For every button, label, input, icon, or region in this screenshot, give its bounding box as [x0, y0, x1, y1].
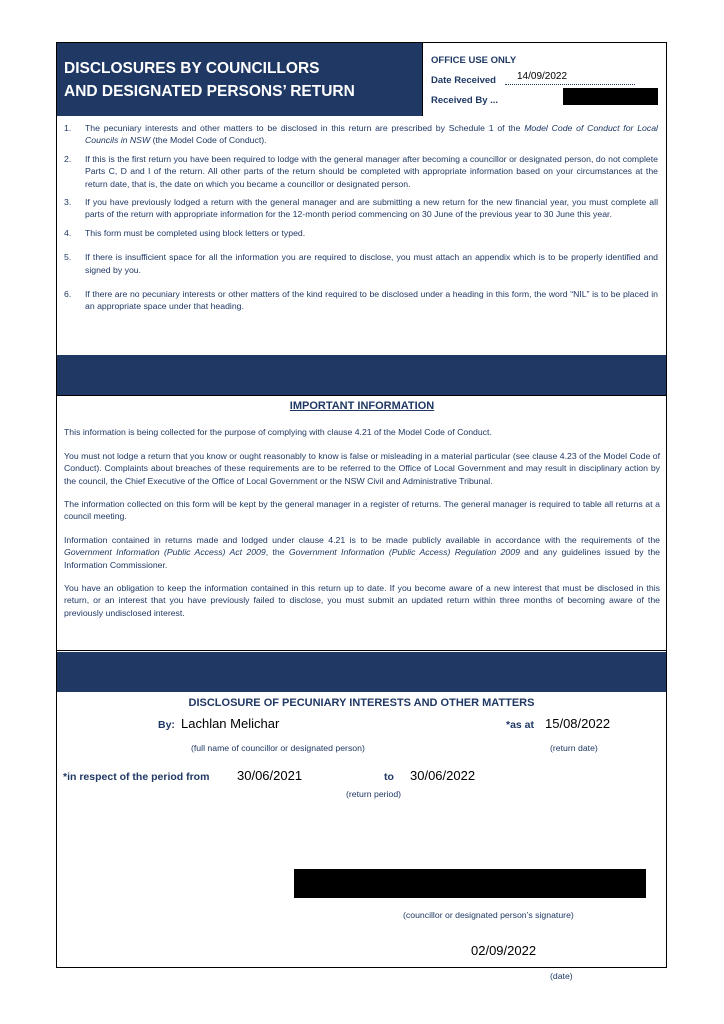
important-paragraph: The information collected on this form will be kept by the general manager in a register of returns. The general manager is required to table all returns at a council meeting. — [64, 499, 660, 522]
return-period-caption: (return period) — [346, 789, 402, 799]
important-paragraph: Information contained in returns made and lodged under clause 4.21 is to be made publicly available in accordance with the requirements of the Government Information (Public Access) Act 2009, the Government Information (Public Access) Regulation 2009 and any guidelines issued by the Information Commissioner. — [64, 534, 660, 570]
instruction-number: 5. — [64, 252, 72, 263]
return-form — [56, 42, 667, 981]
return-date-caption: (return date) — [550, 743, 598, 753]
instruction-item — [64, 153, 658, 190]
signature-date: 02/09/2022 — [471, 943, 537, 958]
instruction-item — [64, 288, 658, 313]
to-label: to — [384, 771, 394, 783]
date-caption: (date) — [550, 971, 573, 981]
instruction-text: This form must be completed using block letters or typed. — [85, 227, 306, 238]
by-label: By: — [158, 719, 175, 731]
period-from-date: 30/06/2021 — [237, 768, 303, 783]
form-header — [57, 43, 422, 116]
instruction-number: 2. — [64, 153, 72, 164]
section-divider-band — [57, 355, 666, 395]
received-by-redaction — [563, 88, 658, 105]
instruction-number: 3. — [64, 197, 72, 208]
disclosure-title: DISCLOSURE OF PECUNIARY INTERESTS AND OTHER MATTERS — [188, 697, 535, 709]
important-information-title: IMPORTANT INFORMATION — [289, 400, 435, 412]
important-paragraph: This information is being collected for the purpose of complying with clause 4.21 of the Model Code of Conduct. — [64, 427, 492, 438]
disclosure-section — [57, 692, 666, 981]
instruction-text: The pecuniary interests and other matters to be disclosed in this return are prescribed by Schedule 1 of the Model Code of Conduct for Local Councils in NSW (the Model Code of Conduct). — [85, 123, 658, 146]
instruction-text: If there is insufficient space for all the information you are required to disclose, you must attach an appendix which is to be properly identified and signed by you. — [85, 252, 658, 275]
name-caption: (full name of councillor or designated person) — [191, 743, 365, 753]
as-at-label: *as at — [506, 719, 535, 731]
as-at-date: 15/08/2022 — [545, 716, 611, 731]
section-divider-band — [57, 652, 666, 692]
date-received-line — [505, 84, 635, 85]
form-title-line-2: AND DESIGNATED PERSONS’ RETURN — [64, 83, 355, 100]
instruction-text: If this is the first return you have been required to lodge with the general manager after becoming a councillor or designated person, do not complete Parts C, D and I of the return. All other parts of the return should be completed with appropriate information based on your circumstances at the return date, that is, the date on which you became a councillor or designated person. — [85, 153, 658, 189]
important-information-section — [57, 395, 666, 651]
instruction-number: 4. — [64, 227, 72, 238]
date-received-label: Date Received — [431, 75, 496, 86]
signature-caption: (councillor or designated person’s signature) — [403, 910, 574, 920]
office-use-box — [422, 43, 667, 116]
form-title-line-1: DISCLOSURES BY COUNCILLORS — [64, 60, 320, 77]
instruction-text: If there are no pecuniary interests or other matters of the kind required to be disclosed under a heading in this form, the word “NIL” is to be placed in an appropriate space under that heading. — [85, 289, 658, 312]
instruction-item — [64, 122, 658, 147]
important-paragraph: You have an obligation to keep the information contained in this return up to date. If you become aware of a new interest that must be disclosed in this return, or an interest that you have previously failed to disclose, you must submit an updated return within three months of becoming aware of the previously undisclosed interest. — [64, 583, 660, 618]
office-use-label: OFFICE USE ONLY — [431, 55, 517, 66]
instruction-item — [64, 251, 658, 276]
date-received-value: 14/09/2022 — [517, 71, 568, 82]
instruction-item — [64, 196, 658, 221]
instruction-number: 6. — [64, 289, 72, 300]
period-to-date: 30/06/2022 — [410, 768, 476, 783]
received-by-label: Received By ... — [431, 95, 499, 106]
councillor-name: Lachlan Melichar — [181, 716, 280, 731]
instructions-list — [57, 117, 666, 319]
instruction-number: 1. — [64, 123, 72, 133]
important-paragraph: You must not lodge a return that you know or ought reasonably to know is false or misleading in a material particular (see clause 4.23 of the Model Code of Conduct). Complaints about breaches of these requirements are to be referred to the Office of Local Government and may result in disciplinary action by the council, the Chief Executive of the Office of Local Government or the NSW Civil and Administrative Tribunal. — [64, 450, 660, 486]
instruction-item — [64, 227, 658, 239]
instruction-text: If you have previously lodged a return with the general manager and are submitting a new return for the new financial year, you must complete all parts of the return with appropriate information for the 12-month period commencing on 30 June of the previous year to 30 June this year. — [85, 197, 658, 220]
signature-redaction — [294, 869, 646, 898]
period-label: *in respect of the period from — [63, 771, 210, 783]
